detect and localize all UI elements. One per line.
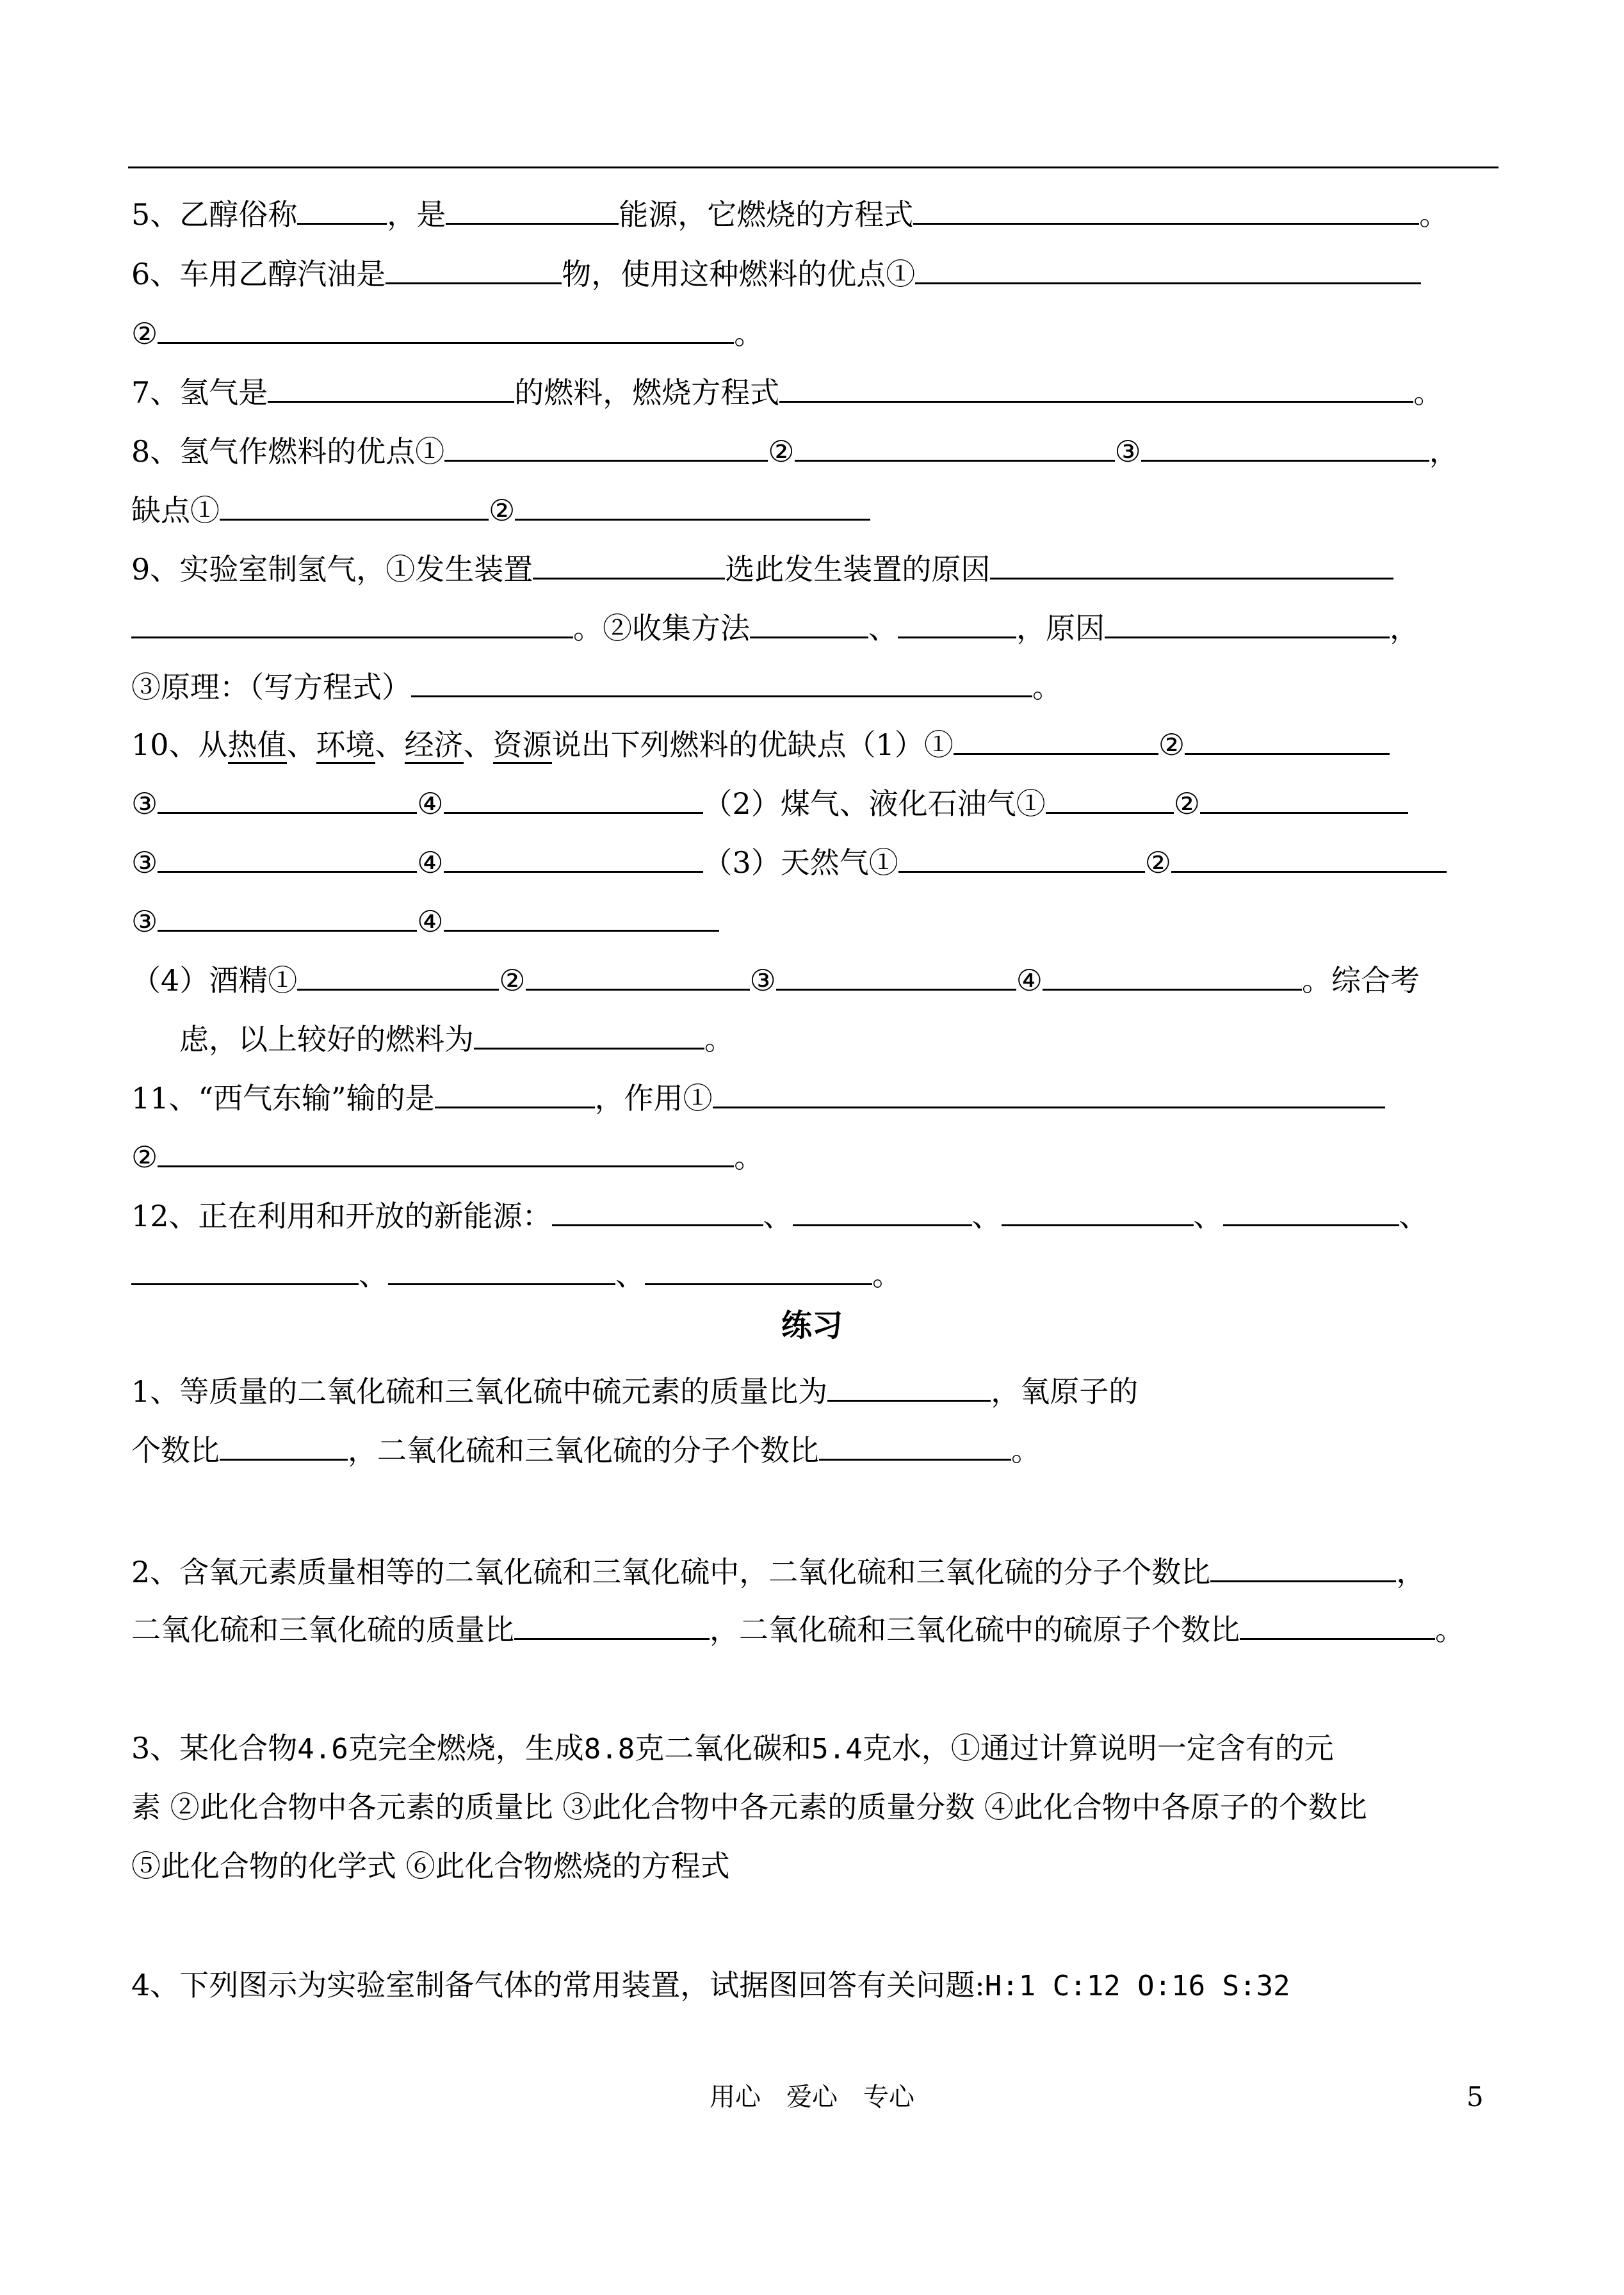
answer-blank[interactable] — [713, 1077, 1385, 1108]
answer-blank[interactable] — [779, 371, 1413, 403]
question-10-line-4: ③ ④ — [131, 900, 719, 939]
answer-blank[interactable] — [552, 1195, 763, 1226]
answer-blank[interactable] — [1210, 1551, 1396, 1582]
answer-blank[interactable] — [444, 900, 719, 932]
answer-blank[interactable] — [131, 607, 573, 638]
answer-blank[interactable] — [158, 900, 417, 932]
question-11-line-2: ② 。 — [131, 1136, 763, 1174]
answer-blank[interactable] — [158, 1136, 734, 1167]
answer-blank[interactable] — [776, 959, 1016, 991]
answer-blank[interactable] — [1105, 607, 1390, 638]
answer-blank[interactable] — [444, 783, 703, 814]
answer-blank[interactable] — [533, 548, 725, 580]
answer-blank[interactable] — [954, 724, 1158, 755]
answer-blank[interactable] — [1046, 783, 1174, 814]
answer-blank[interactable] — [645, 1254, 872, 1285]
practice-3-line-1: 3、某化合物4.6克完全燃烧，生成8.8克二氧化碳和5.4克水，①通过计算说明一定含有的元 — [131, 1731, 1334, 1765]
answer-blank[interactable] — [1185, 724, 1390, 755]
question-10-line-5: （4）酒精① ② ③ ④ 。综合考 — [131, 959, 1420, 998]
answer-blank[interactable] — [474, 1018, 704, 1050]
answer-blank[interactable] — [435, 1077, 595, 1108]
answer-blank[interactable] — [220, 489, 489, 521]
answer-blank[interactable] — [514, 1609, 710, 1640]
answer-blank[interactable] — [158, 841, 417, 873]
answer-blank[interactable] — [444, 430, 768, 462]
practice-1-line-2: 个数比 ，二氧化硫和三氧化硫的分子个数比 。 — [131, 1429, 1041, 1468]
question-10-line-3: ③ ④ （3）天然气① ② — [131, 841, 1447, 880]
answer-blank[interactable] — [268, 371, 514, 403]
question-10-line-1: 10、从热值、环境、经济、资源说出下列燃料的优缺点（1）① ② — [131, 724, 1390, 762]
practice-2-line-1: 2、含氧元素质量相等的二氧化硫和三氧化硫中，二氧化硫和三氧化硫的分子个数比 ， — [131, 1551, 1425, 1589]
question-6-line-2: ② 。 — [131, 312, 763, 351]
answer-blank[interactable] — [1002, 1195, 1194, 1226]
practice-1-line-1: 1、等质量的二氧化硫和三氧化硫中硫元素的质量比为 ，氧原子的 — [131, 1370, 1138, 1409]
practice-4: 4、下列图示为实验室制备气体的常用装置，试据图回答有关问题:H:1 C:12 O:16 S:32 — [131, 1968, 1290, 2002]
header-rule — [128, 166, 1498, 168]
practice-3-line-3: ⑤此化合物的化学式 ⑥此化合物燃烧的方程式 — [131, 1849, 730, 1883]
answer-blank[interactable] — [526, 959, 750, 991]
section-title: 练习 — [781, 1308, 843, 1343]
answer-blank[interactable] — [1171, 841, 1447, 873]
question-8-line-2: 缺点① ② — [131, 489, 870, 528]
question-9-line-1: 9、实验室制氢气，①发生装置 选此发生装置的原因 — [131, 548, 1393, 587]
answer-blank[interactable] — [446, 193, 619, 225]
question-5: 5、乙醇俗称 ，是 能源，它燃烧的方程式 。 — [131, 193, 1449, 232]
answer-blank[interactable] — [1043, 959, 1302, 991]
question-11-line-1: 11、“西气东输”输的是 ，作用① — [131, 1077, 1385, 1115]
answer-blank[interactable] — [898, 841, 1145, 873]
answer-blank[interactable] — [220, 1429, 348, 1461]
question-10-line-6: 虑，以上较好的燃料为 。 — [179, 1018, 734, 1057]
question-6-line-1: 6、车用乙醇汽油是 物，使用这种燃料的优点① — [131, 253, 1421, 291]
question-7: 7、氢气是 的燃料，燃烧方程式 。 — [131, 371, 1443, 410]
question-10-line-2: ③ ④ （2）煤气、液化石油气① ② — [131, 783, 1408, 821]
page-footer: 用心 爱心 专心 — [710, 2082, 914, 2112]
answer-blank[interactable] — [793, 1195, 972, 1226]
answer-blank[interactable] — [297, 959, 499, 991]
answer-blank[interactable] — [915, 253, 1421, 284]
answer-blank[interactable] — [158, 312, 734, 344]
answer-blank[interactable] — [297, 193, 387, 225]
practice-2-line-2: 二氧化硫和三氧化硫的质量比 ，二氧化硫和三氧化硫中的硫原子个数比 。 — [131, 1609, 1465, 1647]
answer-blank[interactable] — [1141, 430, 1429, 462]
question-12-line-2: 、 、 。 — [131, 1254, 902, 1292]
answer-blank[interactable] — [386, 253, 562, 284]
page-number: 5 — [1466, 2081, 1484, 2113]
question-8-line-1: 8、氢气作燃料的优点① ② ③ ， — [131, 430, 1459, 469]
answer-blank[interactable] — [898, 607, 1016, 638]
question-9-line-3: ③原理：（写方程式） 。 — [131, 666, 1062, 704]
answer-blank[interactable] — [444, 841, 703, 873]
answer-blank[interactable] — [1240, 1609, 1435, 1640]
answer-blank[interactable] — [913, 193, 1419, 225]
question-12-line-1: 12、正在利用和开放的新能源： 、 、 、 、 — [131, 1195, 1429, 1233]
answer-blank[interactable] — [750, 607, 868, 638]
answer-blank[interactable] — [515, 489, 870, 521]
answer-blank[interactable] — [795, 430, 1115, 462]
answer-blank[interactable] — [411, 666, 1032, 697]
answer-blank[interactable] — [1200, 783, 1408, 814]
question-9-line-2: 。②收集方法 、 ，原因 ， — [131, 607, 1419, 645]
answer-blank[interactable] — [1223, 1195, 1399, 1226]
answer-blank[interactable] — [827, 1370, 991, 1402]
answer-blank[interactable] — [131, 1254, 359, 1285]
answer-blank[interactable] — [388, 1254, 615, 1285]
answer-blank[interactable] — [158, 783, 417, 814]
answer-blank[interactable] — [819, 1429, 1011, 1461]
answer-blank[interactable] — [990, 548, 1393, 580]
practice-3-line-2: 素 ②此化合物中各元素的质量比 ③此化合物中各元素的质量分数 ④此化合物中各原子的个数比 — [131, 1790, 1367, 1824]
